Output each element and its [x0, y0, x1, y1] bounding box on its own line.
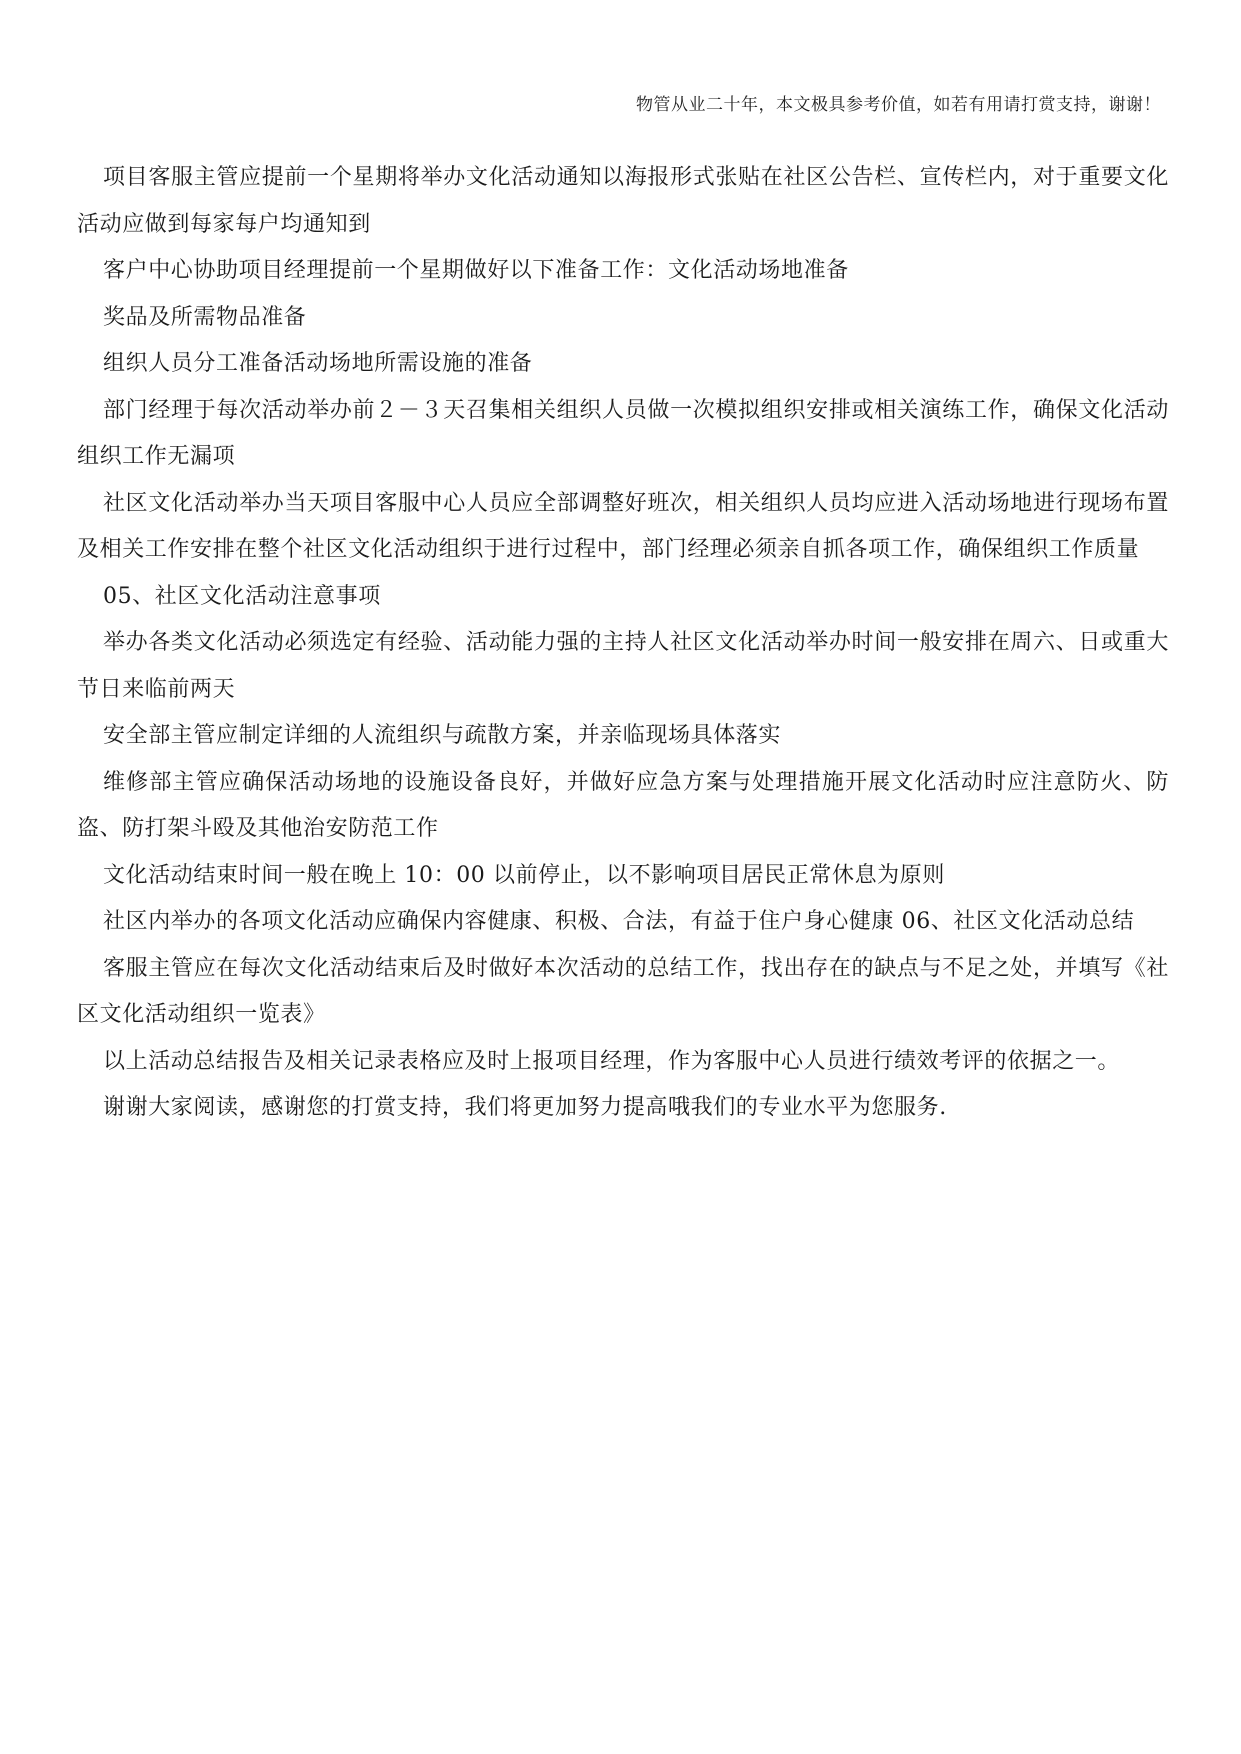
paragraph: 举办各类文化活动必须选定有经验、活动能力强的主持人社区文化活动举办时间一般安排在周六、日或重大节日来临前两天	[77, 630, 1169, 702]
paragraph: 文化活动结束时间一般在晚上 10：00 以前停止，以不影响项目居民正常休息为原则	[103, 862, 945, 888]
paragraph: 维修部主管应确保活动场地的设施设备良好，并做好应急方案与处理措施开展文化活动时应注意防火、防盗、防打架斗殴及其他治安防范工作	[77, 769, 1169, 841]
paragraph: 客户中心协助项目经理提前一个星期做好以下准备工作：文化活动场地准备	[103, 258, 849, 283]
document-body	[77, 155, 1169, 1132]
paragraph: 以上活动总结报告及相关记录表格应及时上报项目经理，作为客服中心人员进行绩效考评的依据之一。	[103, 1048, 1121, 1074]
paragraph: 组织人员分工准备活动场地所需设施的准备	[103, 351, 533, 376]
section-heading: 05、社区文化活动注意事项	[103, 583, 381, 609]
paragraph: 客服主管应在每次文化活动结束后及时做好本次活动的总结工作，找出存在的缺点与不足之处，并填写《社区文化活动组织一览表》	[77, 955, 1169, 1027]
paragraph: 社区文化活动举办当天项目客服中心人员应全部调整好班次，相关组织人员均应进入活动场地进行现场布置及相关工作安排在整个社区文化活动组织于进行过程中，部门经理必须亲自抓各项工作，确保组织工作质量	[77, 490, 1169, 562]
paragraph: 奖品及所需物品准备	[103, 304, 307, 330]
paragraph: 部门经理于每次活动举办前２－３天召集相关组织人员做一次模拟组织安排或相关演练工作，确保文化活动组织工作无漏项	[77, 397, 1169, 469]
paragraph: 安全部主管应制定详细的人流组织与疏散方案，并亲临现场具体落实	[103, 723, 782, 748]
header-note: 物管从业二十年，本文极具参考价值，如若有用请打赏支持，谢谢！	[636, 95, 1161, 115]
paragraph: 项目客服主管应提前一个星期将举办文化活动通知以海报形式张贴在社区公告栏、宣传栏内，对于重要文化活动应做到每家每户均通知到	[77, 165, 1169, 237]
paragraph: 社区内举办的各项文化活动应确保内容健康、积极、合法，有益于住户身心健康 06、社区文化活动总结	[103, 909, 1135, 934]
closing-paragraph: 谢谢大家阅读，感谢您的打赏支持，我们将更加努力提高哦我们的专业水平为您服务.	[103, 1095, 947, 1120]
